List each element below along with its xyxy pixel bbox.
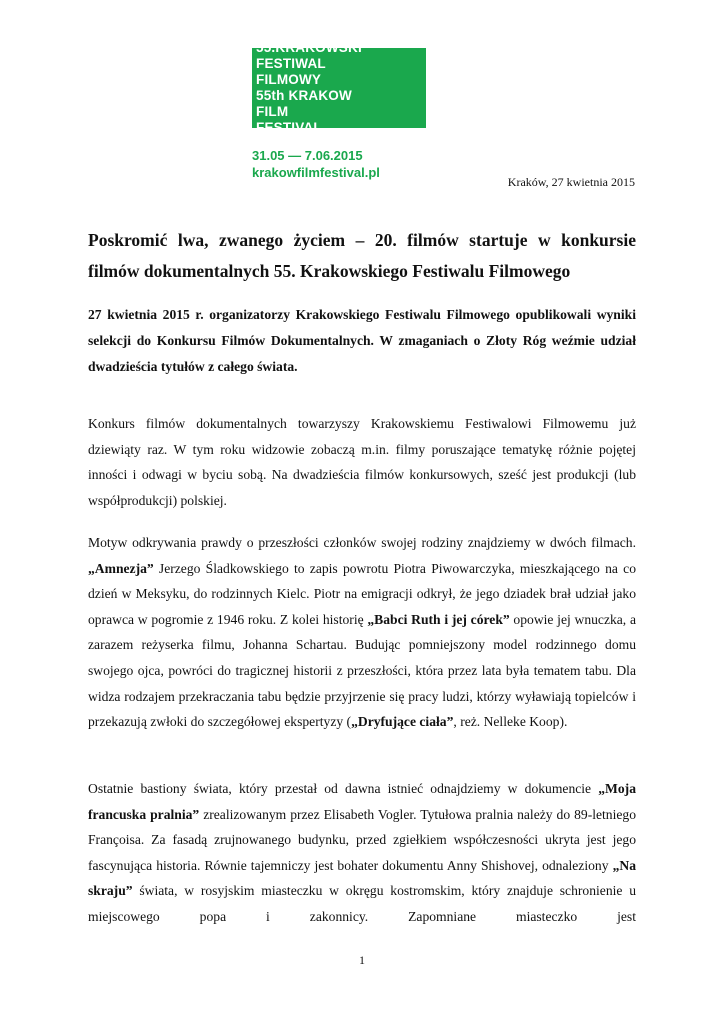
logo-line: FESTIWAL [256, 56, 326, 71]
text-run: Motyw odkrywania prawdy o przeszłości członków swojej rodziny znajdziemy w dwóch filmach. [88, 535, 636, 550]
film-title: „Dryfujące ciała” [351, 714, 454, 730]
text-run: opowie jej wnuczka, a zarazem reżyserka filmu, Johanna Schartau. Budując pomniejszony model rodzinnego domu swojego ojca, powróci do tragicznej historii z przeszłości, która przez lata była tematem tabu. Dla widza rodzajem przekraczania tabu będzie przyjrzenie się pracy ludzi, którzy wyławiają topielców i przekazują zwłoki do szczegółowej ekspertyzy ( [88, 611, 636, 730]
film-title: „Moja francuska pralnia” [88, 781, 636, 822]
body-paragraph [88, 776, 636, 930]
logo-line: FILM [256, 104, 289, 119]
festival-dates: 31.05 — 7.06.2015 [252, 148, 363, 163]
text-run: świata, w rosyjskim miasteczku w okręgu kostromskim, który znajduje schronienie u miejscowego popa i zakonnicy. Zapomniane miasteczko jest [88, 883, 636, 924]
logo-line: 55th KRAKOW [256, 88, 352, 103]
film-title: „Na skraju” [88, 857, 636, 899]
logo-line: 55.KRAKOWSKI [256, 40, 362, 55]
text-run: Jerzego Śladkowskiego to zapis powrotu Piotra Piwowarczyka, mieszkającego na co dzień w Meksyku, do rodzinnych Kielc. Piotr na emigracji odkrył, że jego dziadek brał udział jako oprawca w pogromie z 1946 roku. Z kolei historię [88, 560, 636, 627]
text-run: , reż. Nelleke Koop). [453, 714, 568, 730]
dateline: Kraków, 27 kwietnia 2015 [507, 175, 635, 189]
film-title: „Amnezja” [88, 560, 154, 576]
film-title: „Babci Ruth i jej córek” [367, 611, 510, 627]
festival-logo [252, 40, 426, 135]
logo-line: FILMOWY [256, 72, 322, 87]
page-number: 1 [359, 953, 365, 967]
press-release-title: Poskromić lwa, zwanego życiem – 20. filmów startuje w konkursie filmów dokumentalnych 55. Krakowskiego Festiwalu Filmowego [88, 230, 636, 281]
logo-line: FESTIVAL [256, 120, 322, 135]
text-run: zrealizowanym przez Elisabeth Vogler. Tytułowa pralnia należy do 89-letniego Françoisa. Za fasadą zrujnowanego budynku, przed zgiełkiem współczesności ukryta jest jego fascynująca historia. Równie tajemniczy jest bohater dokumentu Anny Shishovej, odnaleziony [88, 806, 637, 873]
festival-website: krakowfilmfestival.pl [252, 165, 380, 180]
lead-paragraph: 27 kwietnia 2015 r. organizatorzy Krakowskiego Festiwalu Filmowego opublikowali wyniki selekcji do Konkursu Filmów Dokumentalnych. W zmaganiach o Złoty Róg weźmie udział dwadzieścia tytułów z całego świata. [88, 307, 636, 374]
text-run: Ostatnie bastiony świata, który przestał od dawna istnieć odnajdziemy w dokumencie [88, 781, 599, 796]
logo-caption [252, 147, 380, 181]
body-paragraph [88, 530, 636, 735]
body-paragraph: Konkurs filmów dokumentalnych towarzyszy Krakowskiemu Festiwalowi Filmowemu już dziewiąty raz. W tym roku widzowie zobaczą m.in. filmy poruszające tematykę różnie pojętej inności i odwagi w byciu sobą. Na dwadzieścia filmów konkursowych, sześć jest produkcji (lub współprodukcji) polskiej. [88, 416, 636, 508]
